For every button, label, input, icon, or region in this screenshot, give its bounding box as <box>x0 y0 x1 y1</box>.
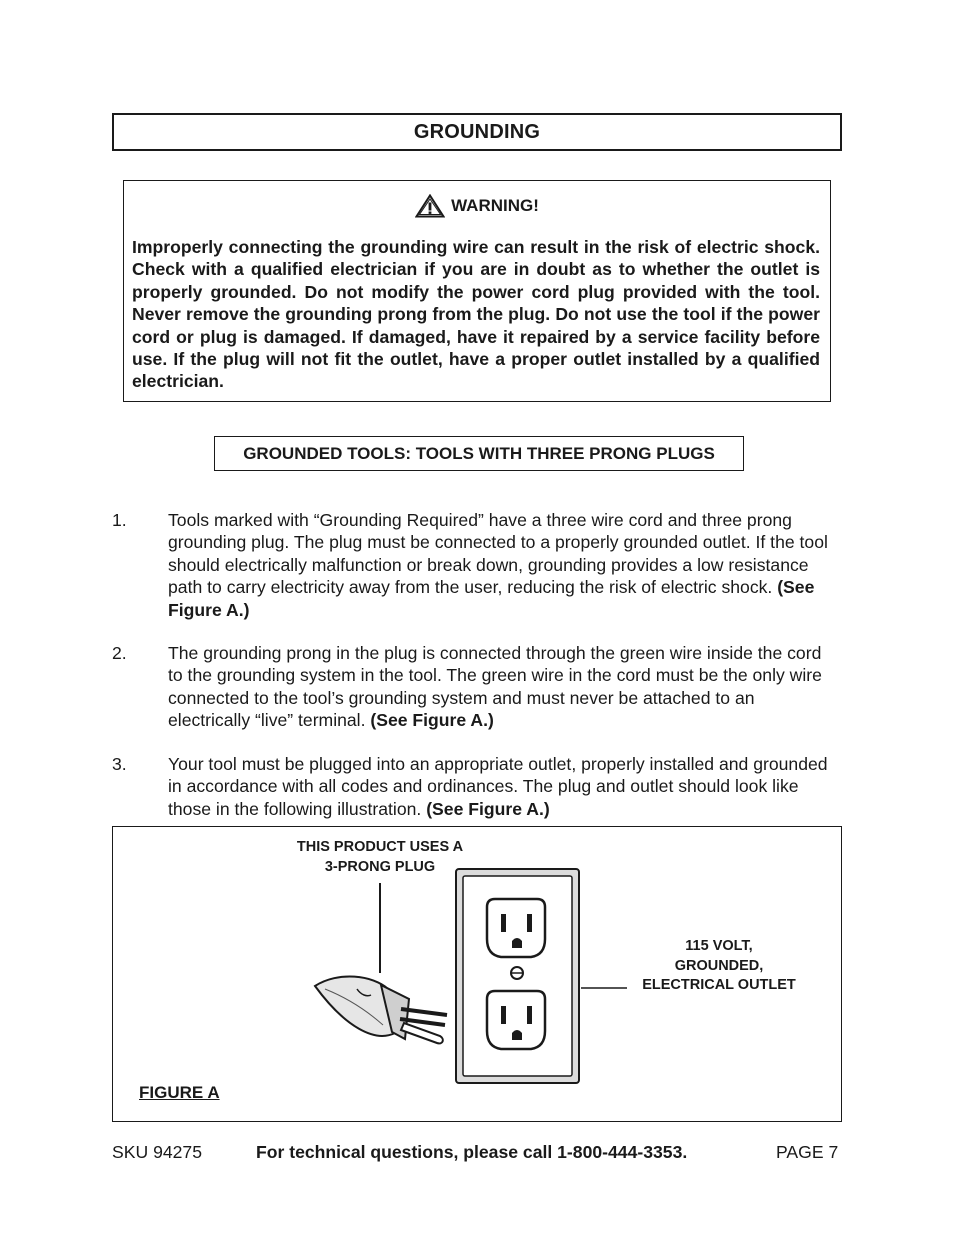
list-number: 3. <box>112 754 127 774</box>
figure-a <box>112 826 842 1122</box>
warning-text: Improperly connecting the grounding wire can result in the risk of electric shock. Check with a qualified electrician if you are in doubt as to whether the outlet is properly grounded. Do not modify the power cord plug provided with the tool. Never remove the grounding prong from the plug. Do not use the tool if the power cord or plug is damaged. If damaged, have it repaired by a service facility before use. If the plug will not fit the outlet, have a proper outlet installed by a qualified electrician. <box>132 237 820 392</box>
figure-caption: FIGURE A <box>139 1083 220 1102</box>
list-body-text: Your tool must be plugged into an appropriate outlet, properly installed and grounded in accordance with all codes and ordinances. The plug and outlet should look like those in the following illustration. <box>168 754 828 819</box>
section-title: GROUNDING <box>112 113 842 151</box>
warning-triangle-icon <box>415 194 445 218</box>
outlet-label-line: GROUNDED, <box>674 957 764 974</box>
list-number: 2. <box>112 643 127 663</box>
footer-sku: SKU 94275 <box>112 1142 202 1162</box>
figure-reference: (See Figure A.) <box>426 798 550 819</box>
figure-reference: (See Figure A.) <box>370 710 494 731</box>
plug-label-line: 3-PRONG PLUG <box>324 858 436 875</box>
list-text <box>168 753 840 820</box>
footer-tech-support: For technical questions, please call 1-800-444-3353. <box>256 1142 688 1162</box>
list-body-text: Tools marked with “Grounding Required” have a three wire cord and three prong grounding plug. The plug must be connected to a properly grounded outlet. If the tool should electrically malfunction or break down, grounding provides a low resistance path to carry electricity away from the user, reducing the risk of electric shock. <box>168 510 828 598</box>
list-text <box>168 642 840 732</box>
subsection-title: GROUNDED TOOLS: TOOLS WITH THREE PRONG PLUGS <box>214 436 744 471</box>
warning-box <box>123 180 831 402</box>
plug-label <box>283 838 477 877</box>
list-number: 1. <box>112 510 127 530</box>
page-number: PAGE 7 <box>776 1142 839 1162</box>
outlet-label-line: ELECTRICAL OUTLET <box>642 977 796 993</box>
figure-reference: (See Figure A.) <box>168 577 815 620</box>
warning-heading <box>124 194 830 218</box>
outlet-label <box>627 937 811 996</box>
warning-heading-text: WARNING! <box>451 196 539 215</box>
plug-label-line: THIS PRODUCT USES A <box>296 839 464 855</box>
list-text <box>168 509 840 621</box>
outlet-label-line: 115 VOLT, <box>685 938 753 954</box>
list-body-text: The grounding prong in the plug is connected through the green wire inside the cord to the grounding system in the tool. The green wire in the cord must be the only wire connected to the tool’s grounding system and must never be attached to an electrically “live” terminal. <box>168 643 822 731</box>
